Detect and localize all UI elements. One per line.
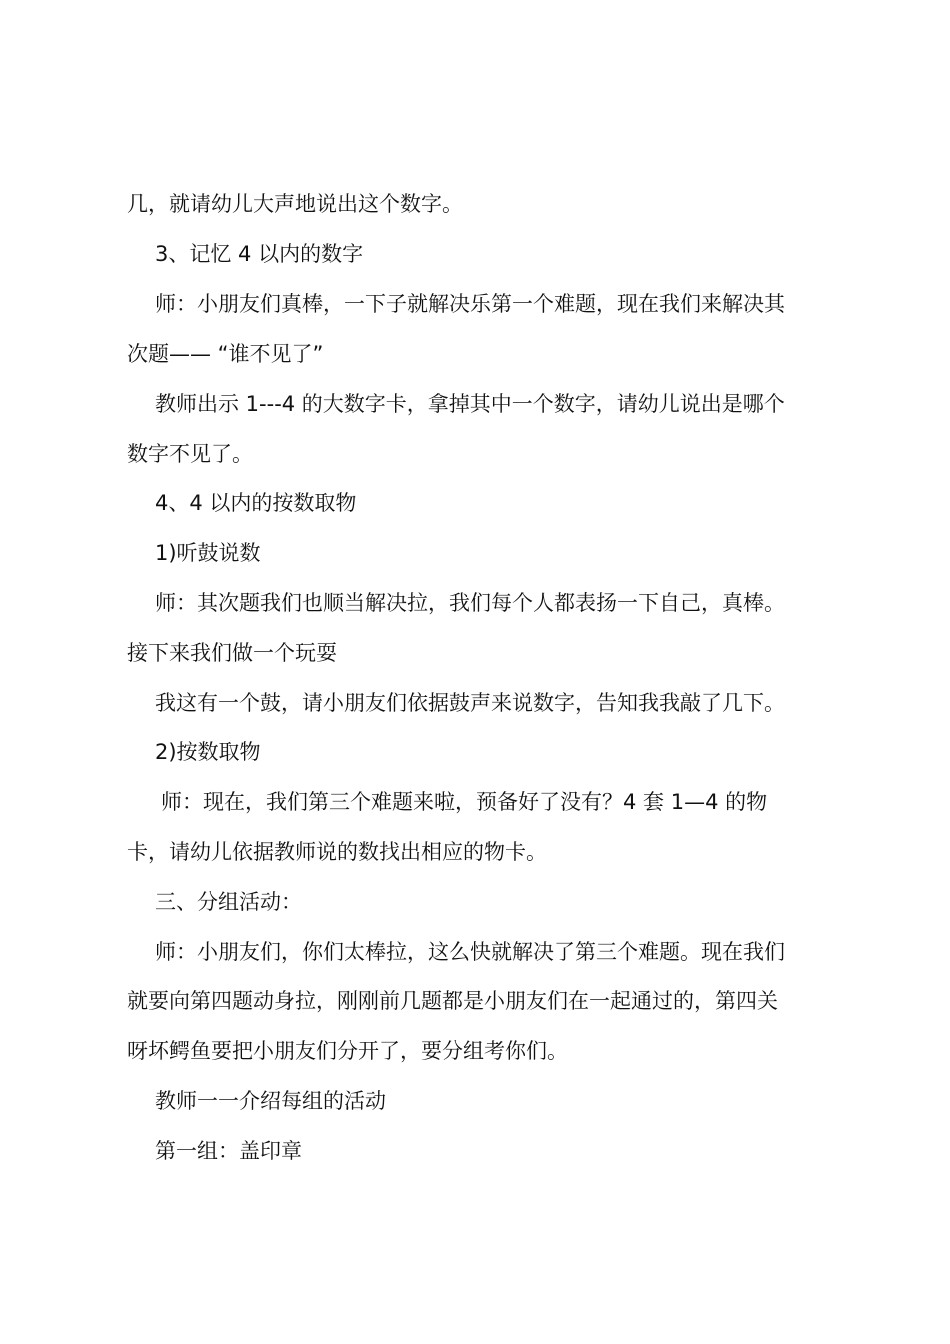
text-line: 数字不见了。 — [127, 442, 253, 466]
text-line: 几，就请幼儿大声地说出这个数字。 — [127, 192, 463, 216]
text-line: 教师出示 1---4 的大数字卡，拿掉其中一个数字，请幼儿说出是哪个 — [155, 392, 785, 416]
section-heading: 三、分组活动： — [155, 890, 302, 914]
text-line: 次题—— “谁不见了” — [127, 342, 324, 366]
text-line: 第一组：盖印章 — [155, 1139, 302, 1163]
text-line: 师：小朋友们，你们太棒拉，这么快就解决了第三个难题。现在我们 — [155, 940, 785, 964]
text-line: 我这有一个鼓，请小朋友们依据鼓声来说数字，告知我我敲了几下。 — [155, 691, 785, 715]
text-line: 教师一一介绍每组的活动 — [155, 1089, 386, 1113]
section-heading: 3、记忆 4 以内的数字 — [155, 242, 364, 266]
text-line: 师：小朋友们真棒，一下子就解决乐第一个难题，现在我们来解决其 — [155, 292, 785, 316]
text-line: 卡，请幼儿依据教师说的数找出相应的物卡。 — [127, 840, 547, 864]
text-line: 师：其次题我们也顺当解决拉，我们每个人都表扬一下自己，真棒。 — [155, 591, 785, 615]
section-heading: 4、4 以内的按数取物 — [155, 491, 357, 515]
text-line: 接下来我们做一个玩耍 — [127, 641, 337, 665]
text-line: 呀坏鳄鱼要把小朋友们分开了，要分组考你们。 — [127, 1039, 568, 1063]
subsection-heading: 1)听鼓说数 — [155, 541, 261, 565]
text-line: 师：现在，我们第三个难题来啦，预备好了没有？4 套 1—4 的物 — [161, 790, 768, 814]
subsection-heading: 2)按数取物 — [155, 740, 261, 764]
text-line: 就要向第四题动身拉，刚刚前几题都是小朋友们在一起通过的，第四关 — [127, 989, 778, 1013]
